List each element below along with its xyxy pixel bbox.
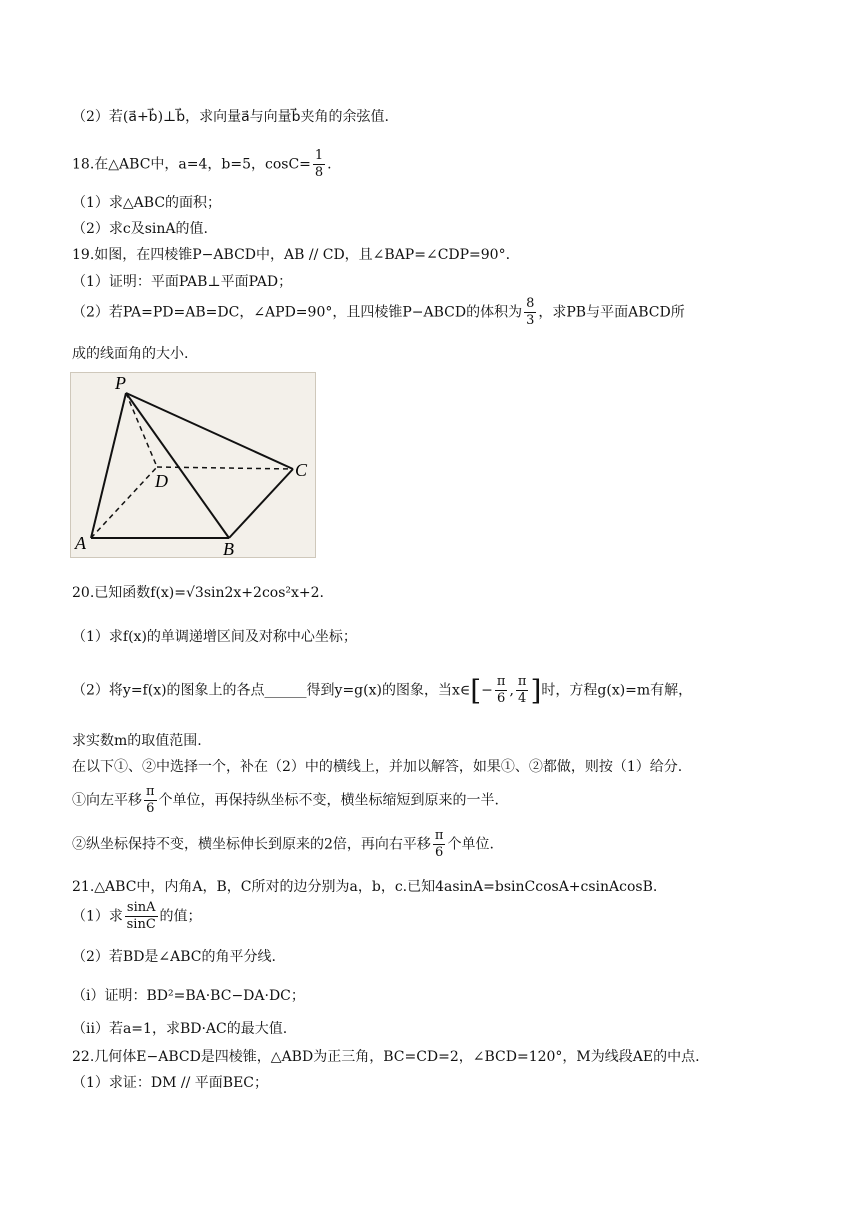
- pyramid-figure: [70, 372, 316, 558]
- q20-part2: （2）将y=f(x)的图象上的各点______得到y=g(x)的图象，当x∈[− $\frac{\pi}{6}$ , $\frac{\pi}{4}$ ]时，方程g(x)=m有解，: [72, 674, 693, 707]
- q20-option1: [72, 784, 499, 817]
- q18-fraction-den: 8: [314, 165, 324, 180]
- q20-option1-text: ①向左平移: [72, 792, 142, 809]
- q21-part2: （2）若BD是∠ABC的角平分线.: [72, 949, 276, 965]
- q20-option2-text: ②纵坐标保持不变，横坐标伸长到原来的2倍，再向右平移: [72, 836, 431, 853]
- q21-part1-frac: [125, 900, 158, 933]
- interval-frac-2-num: π: [517, 674, 527, 689]
- q19-fraction-den: 3: [526, 313, 535, 328]
- left-bracket: [: [470, 674, 482, 707]
- q20-option2-frac: [433, 828, 446, 861]
- q21-part2-i: （i）证明：BD²=BA·BC−DA·DC；: [72, 988, 305, 1004]
- q19-fraction: [524, 296, 536, 329]
- q19-part2-cont: 成的线面角的大小.: [72, 346, 189, 362]
- q21-part1: [72, 900, 202, 933]
- edge-DC: [157, 467, 293, 469]
- q18-part1: （1）求△ABC的面积；: [72, 195, 222, 211]
- interval-frac-2-den: 4: [518, 691, 527, 706]
- q21-heading: 21.△ABC中，内角A，B，C所对的边分别为a，b，c.已知4asinA=bsinCcosA+csinAcosB.: [72, 879, 658, 895]
- q22-part1: （1）求证：DM // 平面BEC；: [72, 1075, 269, 1091]
- q17-part2: （2）若(a⃗+b⃗)⊥b⃗，求向量a⃗与向量b⃗夹角的余弦值.: [72, 109, 389, 125]
- q20-option2-frac-den: 6: [435, 845, 444, 860]
- q22-heading: 22.几何体E−ABCD是四棱锥，△ABD为正三角，BC=CD=2，∠BCD=120°，M为线段AE的中点.: [72, 1049, 700, 1065]
- q19-part2: [72, 296, 685, 329]
- q19-part2-text: （2）若PA=PD=AB=DC，∠APD=90°，且四棱锥P−ABCD的体积为: [72, 304, 523, 321]
- q20-choose: 在以下①、②中选择一个，补在（2）中的横线上，并加以解答，如果①、②都做，则按（1）给分.: [72, 759, 683, 775]
- q20-option1-frac: [144, 784, 157, 817]
- edge-PA: [91, 393, 126, 538]
- q20-part2-text: （2）将y=f(x)的图象上的各点______得到y=g(x)的图象，当x∈: [72, 682, 471, 699]
- q19-part2-tail: ，求PB与平面ABCD所: [538, 304, 685, 321]
- edge-BC: [229, 469, 293, 538]
- q20-option2-frac-num: π: [434, 828, 444, 843]
- interval-frac-1-num: π: [496, 674, 506, 689]
- q18-heading: [72, 148, 332, 181]
- q21-part2-ii: （ii）若a=1，求BD·AC的最大值.: [72, 1021, 288, 1037]
- q20-part1: （1）求f(x)的单调递增区间及对称中心坐标；: [72, 629, 357, 645]
- q20-part2-tail: 时，方程g(x)=m有解，: [541, 682, 693, 699]
- q21-part1-text: （1）求: [72, 908, 123, 925]
- q18-fraction-num: 1: [314, 148, 324, 163]
- q21-part1-frac-den: sinC: [126, 917, 156, 932]
- label-B: B: [223, 539, 234, 557]
- interval-frac-2: [516, 674, 529, 707]
- label-D: D: [155, 471, 168, 491]
- q20-option1-tail: 个单位，再保持纵坐标不变，横坐标缩短到原来的一半.: [158, 792, 499, 809]
- q20-option2: [72, 828, 494, 861]
- q20-option1-frac-den: 6: [146, 801, 155, 816]
- edge-PC: [126, 393, 293, 469]
- right-bracket: ]: [530, 674, 542, 707]
- q21-part1-frac-num: sinA: [126, 900, 156, 915]
- q18-heading-end: .: [327, 156, 332, 173]
- label-C: C: [295, 460, 308, 480]
- label-P: P: [115, 373, 126, 393]
- interval-frac-1: [495, 674, 508, 707]
- interval-minus: −: [481, 682, 493, 699]
- pyramid-diagram: [71, 373, 315, 557]
- edge-AD: [91, 467, 157, 538]
- q19-heading: 19.如图，在四棱锥P−ABCD中，AB // CD，且∠BAP=∠CDP=90°.: [72, 247, 511, 263]
- q20-option1-frac-num: π: [146, 784, 155, 799]
- q20-option2-tail: 个单位.: [447, 836, 494, 853]
- q18-part2: （2）求c及sinA的值.: [72, 221, 208, 237]
- q18-heading-text: 18.在△ABC中，a=4，b=5，cosC=: [72, 156, 311, 173]
- interval-frac-1-den: 6: [497, 691, 506, 706]
- label-A: A: [75, 533, 86, 553]
- q20-part2-cont: 求实数m的取值范围.: [72, 733, 202, 749]
- edge-PB: [126, 393, 229, 538]
- q20-heading: 20.已知函数f(x)=√3sin2x+2cos²x+2.: [72, 585, 324, 601]
- q19-part1: （1）证明：平面PAB⊥平面PAD；: [72, 274, 293, 290]
- q21-part1-tail: 的值；: [159, 908, 202, 925]
- q18-fraction: [313, 148, 325, 181]
- q19-fraction-num: 8: [526, 296, 535, 311]
